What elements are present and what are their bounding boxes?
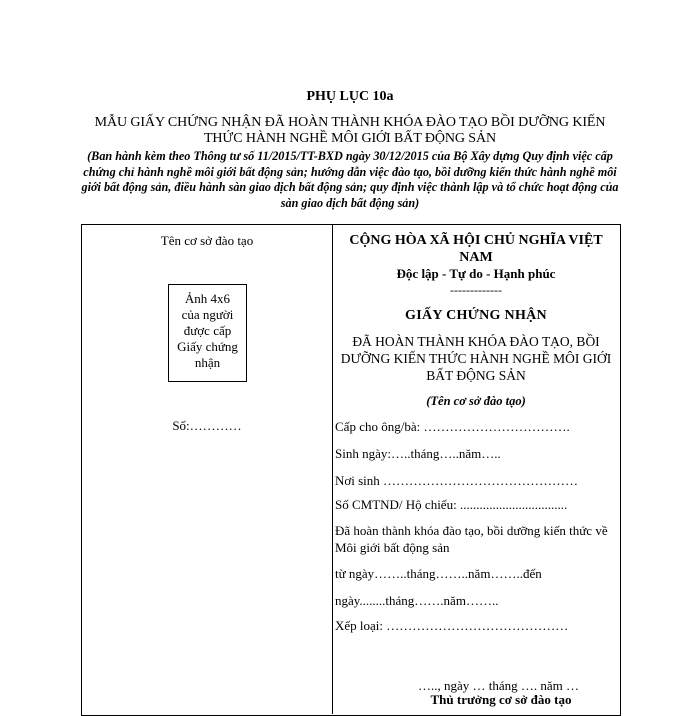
institution-name-placeholder: (Tên cơ sở đào tạo) [426,394,526,408]
document-title: MẪU GIẤY CHỨNG NHẬN ĐÃ HOÀN THÀNH KHÓA ĐÀO TẠO BỒI DƯỠNG KIẾN THỨC HÀNH NGHỀ MÔI GIỚI BẤT ĐỘNG SẢN [94,115,606,146]
rank-field: Xếp loại: …………………………………… [335,618,569,633]
date-of-birth-field: Sinh ngày:…..tháng…..năm….. [335,446,501,461]
nation-heading: CỘNG HÒA XÃ HỘI CHỦ NGHĨA VIỆT NAM [349,233,603,265]
from-date-field: từ ngày……..tháng……..năm……..đến [335,566,542,581]
certificate-number: Số:………… [172,418,242,433]
photo-line: của người [181,307,234,322]
photo-line: được cấp [183,323,232,338]
issuance-note: (Ban hành kèm theo Thông tư số 11/2015/TT-BXD ngày 30/12/2015 của Bộ Xây dựng Quy định việc cấp chứng chỉ hành nghề môi giới bất động sản; hướng dẫn việc đào tạo, bồi dưỡng kiến thức hành nghề môi giới bất động sản, điều hành sàn giao dịch bất động sản; quy định việc thành lập và tổ chức hoạt động của sàn giao dịch bất động sản) [81,149,619,210]
institution-label: Tên cơ sở đào tạo [160,233,254,248]
issue-date-line: ….., ngày … tháng …. năm … [417,678,579,693]
photo-line: Giấy chứng [177,339,238,354]
issued-to-field: Cấp cho ông/bà: ……………………………. [335,419,570,434]
motto-divider: ------------- [450,283,502,297]
photo-line: Ảnh 4x6 [184,291,231,306]
completion-statement: Đã hoàn thành khóa đào tạo, bồi dưỡng kiến thức về Môi giới bất động sản [335,523,608,555]
certificate-title: GIẤY CHỨNG NHẬN [405,308,547,323]
appendix-heading: PHỤ LỤC 10a [306,89,394,104]
signer-title: Thủ trưởng cơ sở đào tạo [430,692,572,707]
certificate-subtitle: ĐÃ HOÀN THÀNH KHÓA ĐÀO TẠO, BỒI DƯỠNG KIẾN THỨC HÀNH NGHỀ MÔI GIỚI BẤT ĐỘNG SẢN [340,334,612,383]
photo-line: nhận [194,355,221,370]
photo-placeholder [168,284,247,382]
id-number-field: Số CMTND/ Hộ chiếu: ................................. [335,497,568,512]
to-date-field: ngày........tháng…….năm…….. [335,593,499,608]
birthplace-field: Nơi sinh ……………………………………… [335,473,579,488]
motto: Độc lập - Tự do - Hạnh phúc [396,266,556,281]
